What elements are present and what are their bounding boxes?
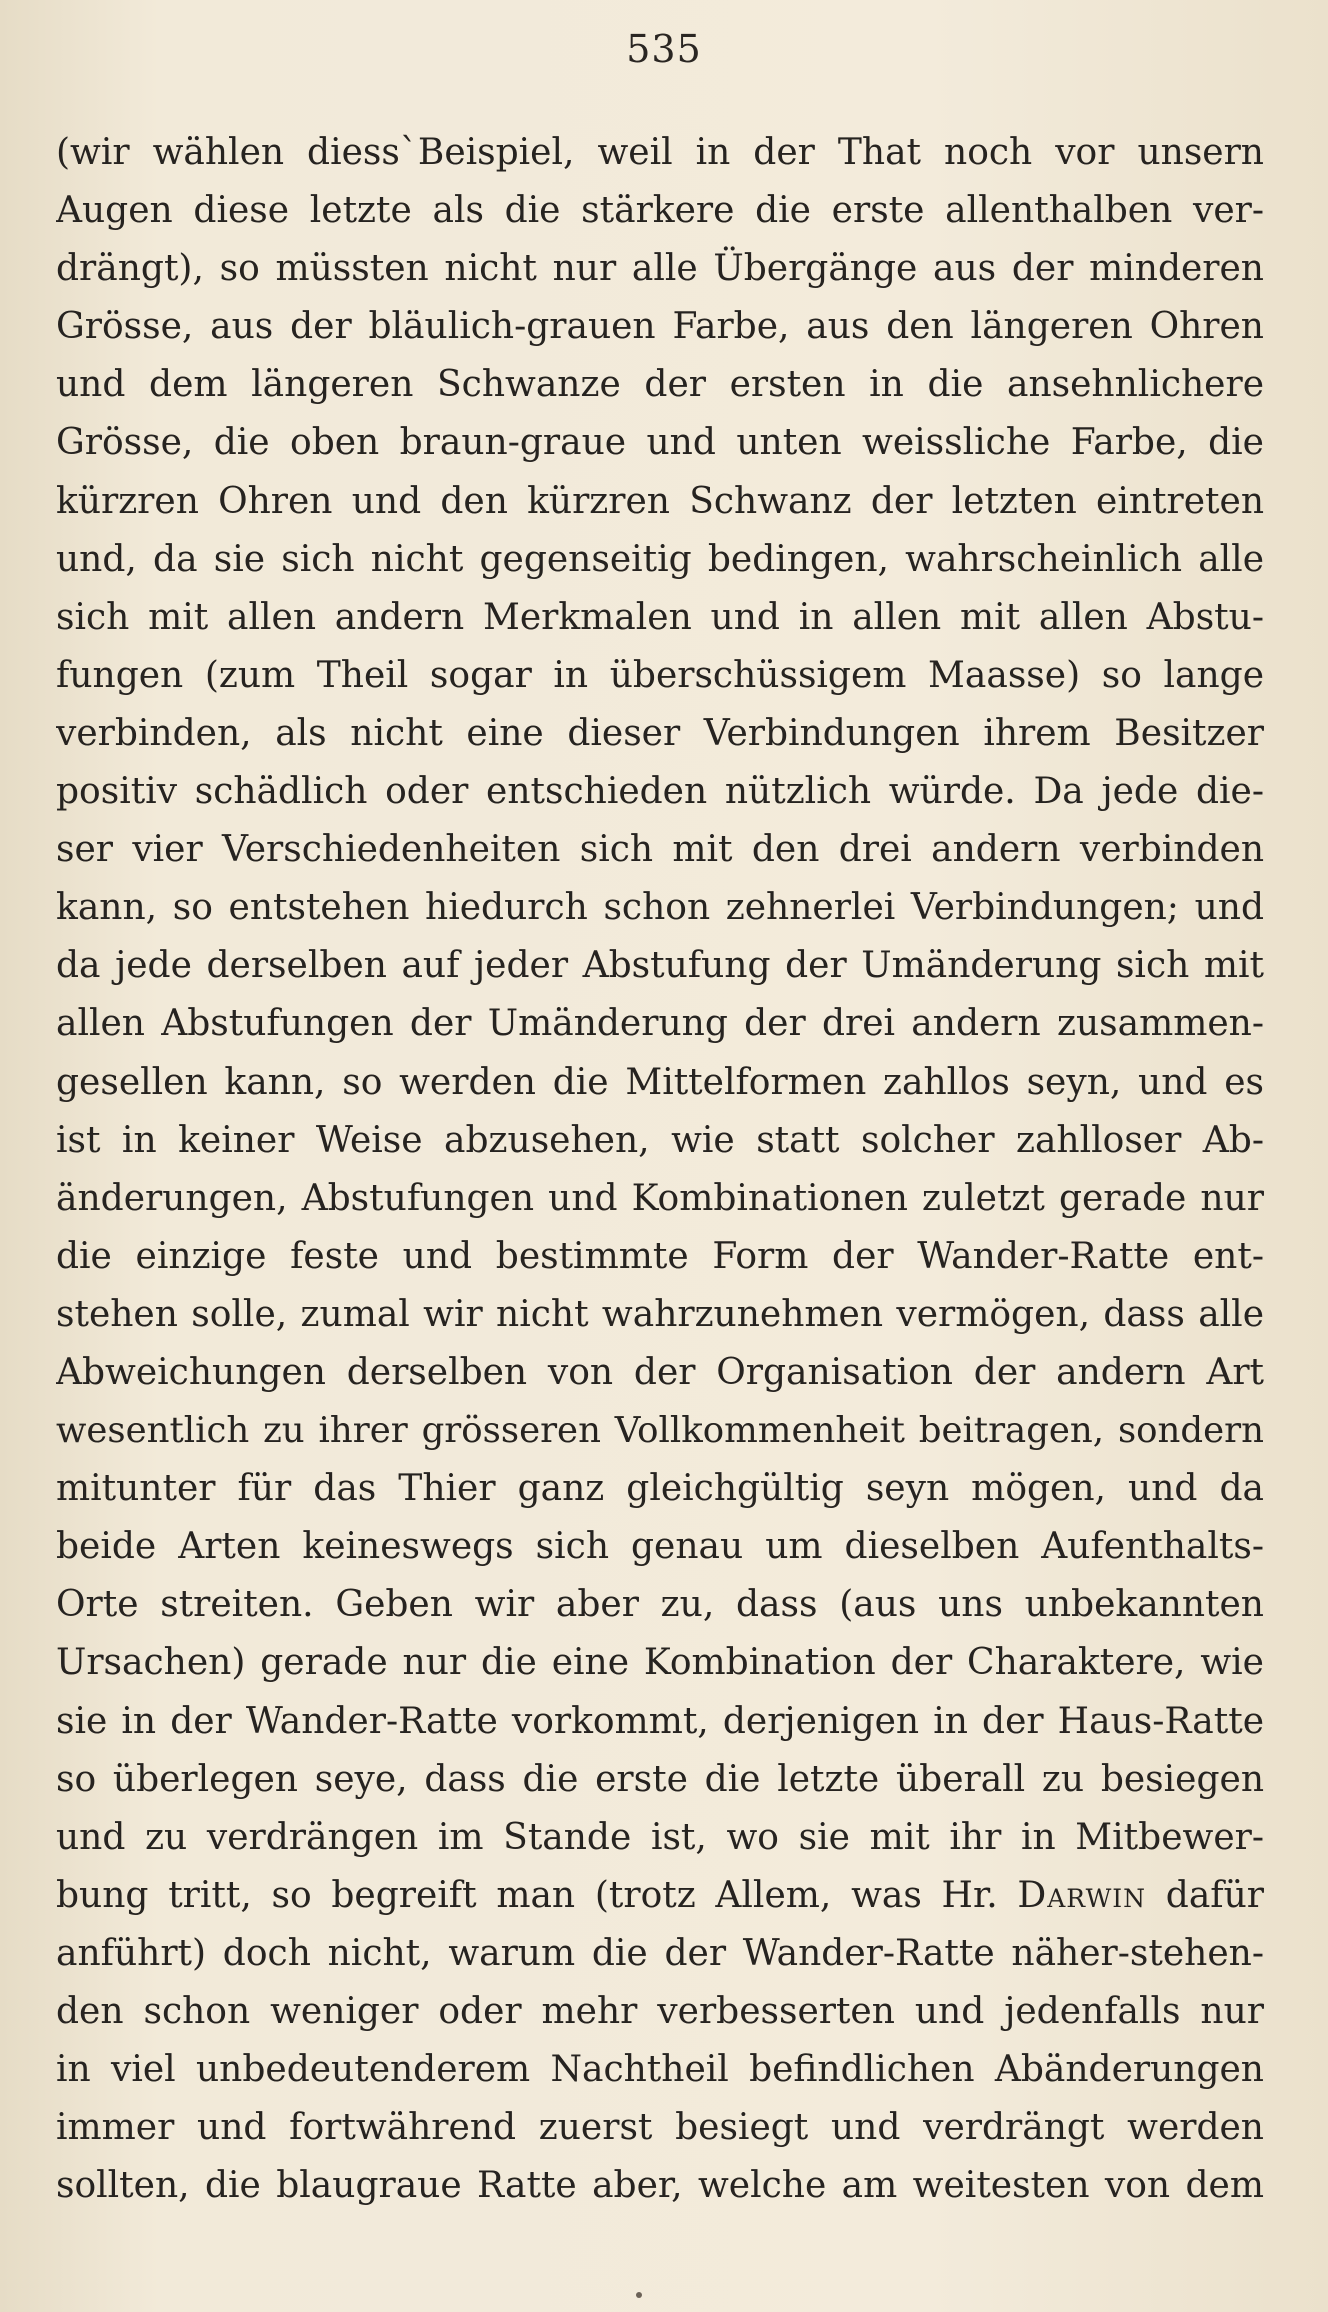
text-line: und, da sie sich nicht gegenseitig bedingen, wahrscheinlich alle <box>56 538 1264 580</box>
text-line: sie in der Wander-Ratte vorkommt, derjenigen in der Haus-Ratte <box>56 1700 1264 1742</box>
text-line: immer und fortwährend zuerst besiegt und verdrängt werden <box>56 2107 1264 2149</box>
text-line: und dem längeren Schwanze der ersten in die ansehnlichere <box>56 364 1264 406</box>
text-line: gesellen kann, so werden die Mittelformen zahllos seyn, und es <box>56 1061 1264 1103</box>
text-line: ist in keiner Weise abzusehen, wie statt solcher zahlloser Ab- <box>56 1119 1264 1161</box>
text-line: drängt), so müssten nicht nur alle Übergänge aus der minderen <box>56 248 1264 290</box>
text-line: ser vier Verschiedenheiten sich mit den drei andern verbinden <box>56 829 1264 871</box>
body-text <box>56 124 1264 2215</box>
text-line: sollten, die blaugraue Ratte aber, welche am weitesten von dem <box>56 2165 1264 2207</box>
text-line: stehen solle, zumal wir nicht wahrzunehmen vermögen, dass alle <box>56 1293 1264 1335</box>
text-line: änderungen, Abstufungen und Kombinationen zuletzt gerade nur <box>56 1177 1264 1219</box>
text-line: verbinden, als nicht eine dieser Verbindungen ihrem Besitzer <box>56 712 1264 754</box>
text-line: Orte streiten. Geben wir aber zu, dass (aus uns unbekannten <box>56 1584 1264 1626</box>
text-line: allen Abstufungen der Umänderung der drei andern zusammen- <box>56 1003 1264 1045</box>
text-line: Augen diese letzte als die stärkere die erste allenthalben ver- <box>56 190 1264 232</box>
page-number: 535 <box>626 27 702 71</box>
text-line: wesentlich zu ihrer grösseren Vollkommenheit beitragen, sondern <box>56 1410 1264 1452</box>
text-line: mitunter für das Thier ganz gleichgültig seyn mögen, und da <box>56 1468 1264 1510</box>
text-line: in viel unbedeutenderem Nachtheil befindlichen Abänderungen <box>56 2049 1264 2091</box>
text-line: beide Arten keineswegs sich genau um dieselben Aufenthalts- <box>56 1526 1264 1568</box>
text-line: da jede derselben auf jeder Abstufung der Umänderung sich mit <box>56 945 1264 987</box>
text-line: Ursachen) gerade nur die eine Kombination der Charaktere, wie <box>56 1642 1264 1684</box>
text-line: sich mit allen andern Merkmalen und in allen mit allen Abstu- <box>56 596 1264 638</box>
text-line: so überlegen seye, dass die erste die letzte überall zu besiegen <box>56 1758 1264 1800</box>
text-line: den schon weniger oder mehr verbesserten und jedenfalls nur <box>56 1991 1264 2032</box>
text-line: kürzren Ohren und den kürzren Schwanz der letzten eintreten <box>56 480 1264 522</box>
text-line: Grösse, aus der bläulich-grauen Farbe, aus den längeren Ohren <box>56 306 1264 348</box>
text-line: und zu verdrängen im Stande ist, wo sie mit ihr in Mitbewer- <box>56 1816 1264 1858</box>
text-line: Abweichungen derselben von der Organisation der andern Art <box>56 1351 1264 1393</box>
text-line: bung tritt, so begreift man (trotz Allem, was Hr. Darwin dafür <box>56 1874 1264 1916</box>
text-line: kann, so entstehen hiedurch schon zehnerlei Verbindungen; und <box>56 887 1264 929</box>
paper-speck <box>636 2292 642 2298</box>
text-line: fungen (zum Theil sogar in überschüssigem Maasse) so lange <box>56 654 1264 696</box>
text-line: positiv schädlich oder entschieden nützlich würde. Da jede die- <box>56 771 1264 813</box>
text-line: Grösse, die oben braun-graue und unten weissliche Farbe, die <box>56 422 1264 464</box>
text-line: anführt) doch nicht, warum die der Wander-Ratte näher-stehen- <box>56 1932 1264 1974</box>
text-line: (wir wählen diess`Beispiel, weil in der That noch vor unsern <box>56 132 1264 173</box>
text-line: die einzige feste und bestimmte Form der Wander-Ratte ent- <box>56 1235 1264 1277</box>
